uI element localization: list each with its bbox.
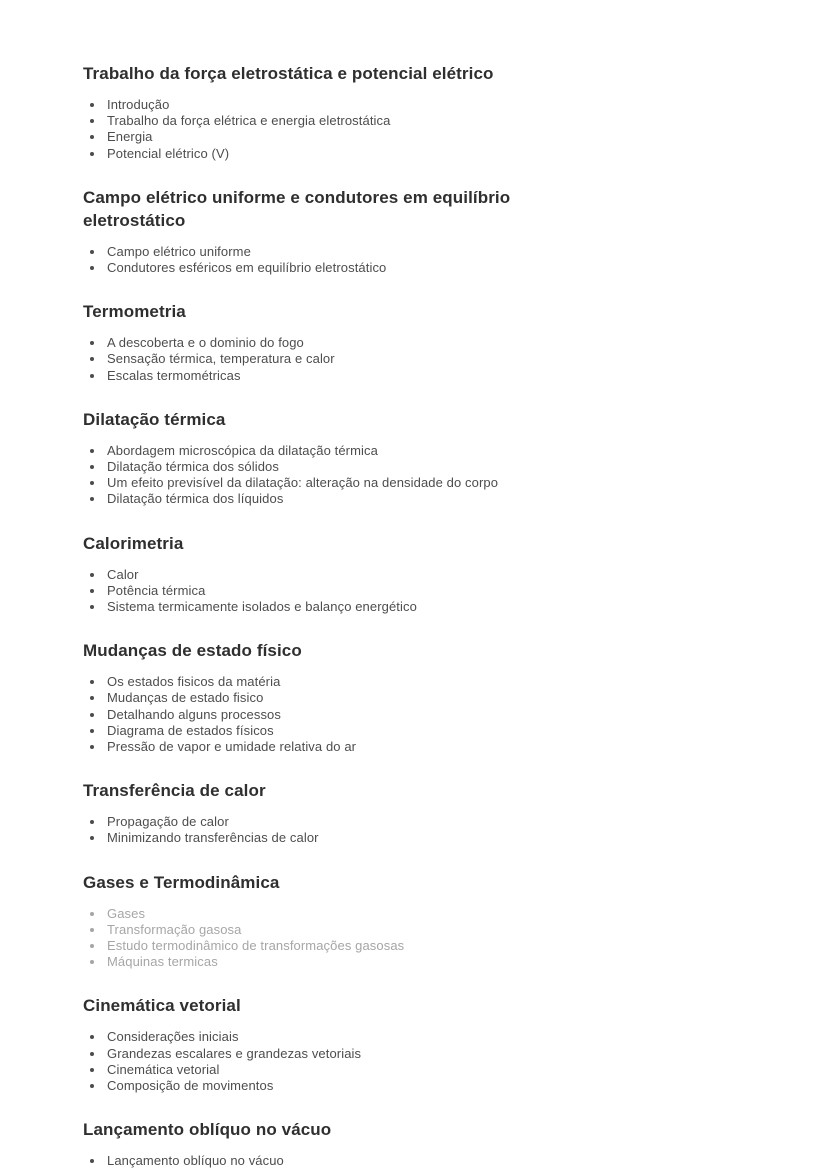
section-title: Trabalho da força eletrostática e potencial elétrico [83,64,494,83]
section-item-list [83,443,748,508]
section-item-list [83,814,748,846]
list-item: • Considerações iniciais [105,1029,748,1045]
list-item: • Dilatação térmica dos sólidos [105,459,748,475]
section-item-list [83,567,748,616]
list-item: • Um efeito previsível da dilatação: alteração na densidade do corpo [105,475,748,491]
list-item: • Transformação gasosa [105,922,748,938]
sections-container [83,62,748,1170]
section-title: Calorimetria [83,533,184,553]
toc-section [83,532,748,616]
section-title: Gases e Termodinâmica [83,872,280,892]
section-title: Lançamento oblíquo no vácuo [83,1120,332,1140]
list-item: • Energia [105,129,748,145]
list-item: • Lançamento oblíquo no vácuo [105,1153,748,1169]
list-item: • A descoberta e o dominio do fogo [105,335,748,351]
list-item: • Abordagem microscópica da dilatação térmica [105,443,748,459]
toc-section [83,871,748,971]
list-item: • Potencial elétrico (V) [105,146,748,162]
list-item: • Sensação térmica, temperatura e calor [105,351,748,367]
section-item-list [83,1029,748,1094]
toc-section [83,62,748,162]
list-item: • Calor [105,567,748,583]
list-item: • Estudo termodinâmico de transformações gasosas [105,938,748,954]
section-item-list [83,1153,748,1169]
toc-section [83,186,748,276]
list-item: • Trabalho da força elétrica e energia eletrostática [105,113,748,129]
list-item: • Condutores esféricos em equilíbrio eletrostático [105,260,748,276]
list-item: • Mudanças de estado fisico [105,690,748,706]
toc-section [83,779,748,846]
section-title: Transferência de calor [83,781,266,801]
list-item: • Dilatação térmica dos líquidos [105,491,748,507]
list-item: • Cinemática vetorial [105,1062,748,1078]
toc-section [83,1118,748,1169]
list-item: • Escalas termométricas [105,368,748,384]
list-item: • Pressão de vapor e umidade relativa do ar [105,739,748,755]
list-item: • Detalhando alguns processos [105,707,748,723]
section-item-list [83,335,748,384]
section-item-list [83,97,748,162]
toc-section [83,994,748,1094]
section-title: Dilatação térmica [83,409,226,429]
toc-section [83,300,748,384]
list-item: • Diagrama de estados físicos [105,723,748,739]
list-item: • Propagação de calor [105,814,748,830]
list-item: • Potência térmica [105,583,748,599]
section-item-list [83,674,748,755]
list-item: • Minimizando transferências de calor [105,830,748,846]
list-item: • Gases [105,906,748,922]
list-item: • Os estados fisicos da matéria [105,674,748,690]
list-item: • Sistema termicamente isolados e balanço energético [105,599,748,615]
section-title: Campo elétrico uniforme e condutores em equilíbrio eletrostático [83,187,511,230]
section-item-list [83,244,748,276]
list-item: • Grandezas escalares e grandezas vetoriais [105,1046,748,1062]
section-title: Termometria [83,302,186,322]
toc-section [83,408,748,508]
section-title: Cinemática vetorial [83,996,241,1016]
list-item: • Introdução [105,97,748,113]
toc-section [83,639,748,755]
list-item: • Campo elétrico uniforme [105,244,748,260]
section-item-list [83,906,748,971]
list-item: • Máquinas termicas [105,954,748,970]
list-item: • Composição de movimentos [105,1078,748,1094]
section-title: Mudanças de estado físico [83,641,302,661]
